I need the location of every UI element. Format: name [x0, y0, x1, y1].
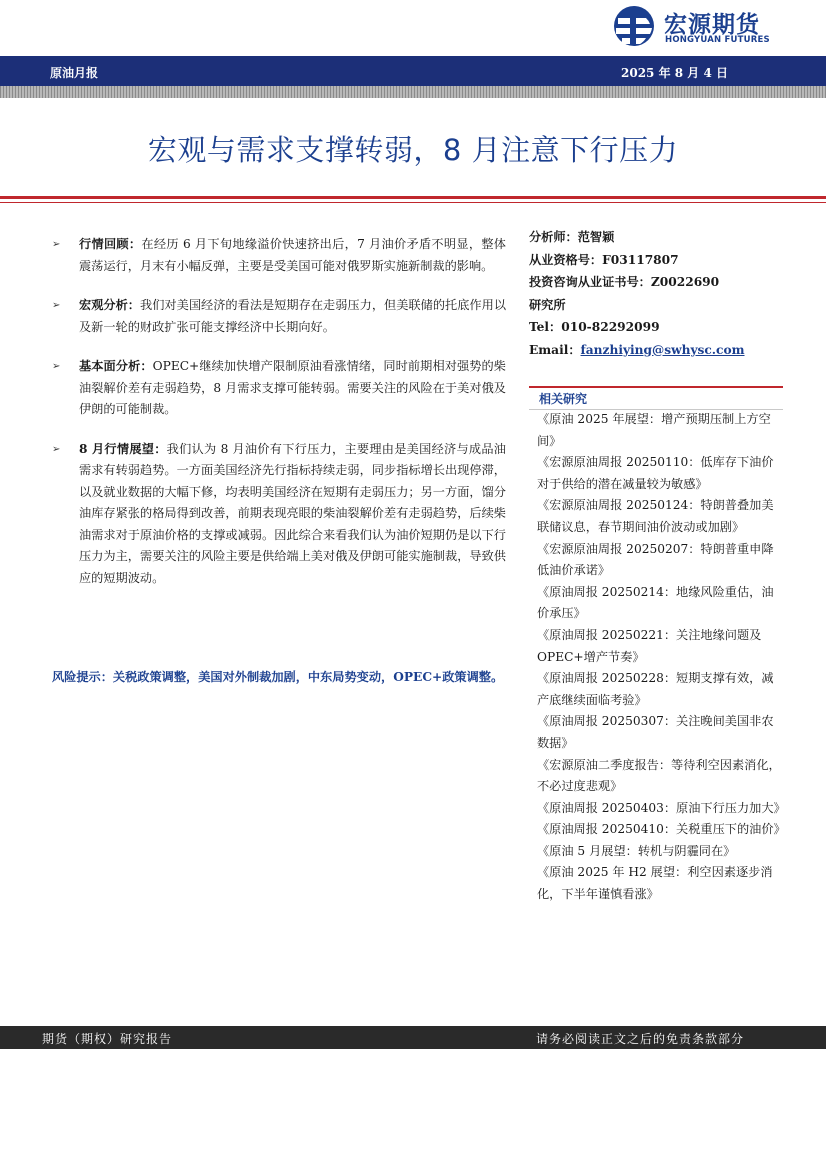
report-date: 2025 年 8 月 4 日 — [621, 66, 728, 80]
related-item[interactable]: 《原油周报 20250307：关注晚间美国非农数据》 — [537, 714, 774, 750]
header-stripe — [0, 86, 826, 98]
header-bar — [0, 56, 826, 86]
email-link[interactable]: fanzhiying@swhysc.com — [580, 342, 745, 357]
related-item[interactable]: 《原油周报 20250403：原油下行压力加大》 — [537, 800, 786, 815]
section-macro-analysis — [52, 295, 506, 338]
arrow-bullet-icon: ➢ — [52, 239, 61, 250]
risk-warning: 风险提示：关税政策调整，美国对外制裁加剧，中东局势变动，OPEC+政策调整。 — [52, 670, 504, 684]
related-item[interactable]: 《宏源原油周报 20250124：特朗普叠加美联储议息，春节期间油价波动或加剧》 — [537, 498, 774, 534]
section-label: 8 月行情展望： — [79, 441, 167, 456]
related-item[interactable]: 《原油 2025 年 H2 展望：利空因素逐步消化，下半年谨慎看涨》 — [537, 865, 773, 902]
section-outlook — [52, 439, 506, 590]
section-fundamental-analysis — [52, 356, 506, 421]
section-label: 基本面分析： — [79, 359, 153, 373]
section-text: 在经历 6 月下旬地缘溢价快速挤出后，7 月油价矛盾不明显，整体震荡运行，月末有小幅反弹，主要是受美国可能对俄罗斯实施新制裁的影响。 — [79, 237, 506, 273]
related-research-list — [529, 409, 786, 906]
arrow-bullet-icon: ➢ — [52, 361, 61, 372]
related-item[interactable]: 《原油周报 20250214：地缘风险重估，油价承压》 — [537, 584, 774, 621]
related-research-heading: 相关研究 — [529, 386, 783, 408]
title-divider — [0, 196, 826, 199]
company-logo — [612, 4, 792, 48]
analyst-email — [529, 339, 789, 362]
related-item[interactable]: 《宏源原油周报 20250110：低库存下油价对于供给的潜在减量较为敏感》 — [537, 455, 774, 491]
report-title: 宏观与需求支撑转弱，8 月注意下行压力 — [147, 133, 679, 167]
analyst-department: 研究所 — [529, 297, 566, 312]
related-item[interactable]: 《宏源原油二季度报告：等待利空因素消化，不必过度悲观》 — [537, 757, 781, 794]
related-item[interactable]: 《原油 2025 年展望：增产预期压制上方空间》 — [537, 412, 771, 448]
logo-english-name: HONGYUAN FUTURES — [665, 35, 770, 45]
footer-disclaimer-note: 请务必阅读正文之后的免责条款部分 — [535, 1032, 744, 1046]
analyst-info — [529, 226, 789, 361]
arrow-bullet-icon: ➢ — [52, 300, 61, 311]
section-text: 我们对美国经济的看法是短期存在走弱压力，但美联储的托底作用以及新一轮的财政扩张可能支撑经济中长期向好。 — [79, 298, 507, 334]
summary-sections — [52, 234, 506, 607]
analyst-qualification: 从业资格号：F03117807 — [529, 252, 679, 267]
analyst-certificate: 投资咨询从业证书号：Z0022690 — [529, 275, 720, 289]
title-divider-thin — [0, 202, 826, 203]
footer-bar — [0, 1026, 826, 1049]
report-type: 原油月报 — [50, 66, 99, 80]
related-item[interactable]: 《原油周报 20250228：短期支撑有效，减产底继续面临考验》 — [537, 671, 774, 707]
related-item[interactable]: 《原油周报 20250410：关税重压下的油价》 — [537, 822, 786, 837]
section-text: OPEC+继续加快增产限制原油看涨情绪，同时前期相对强势的柴油裂解价差有走弱趋势，8 月需求支撑可能转弱。需要关注的风险在于美对俄及伊朗的可能制裁。 — [79, 359, 506, 416]
footer-report-category: 期货（期权）研究报告 — [42, 1032, 173, 1046]
logo-chinese-name: 宏源期货 — [664, 12, 760, 38]
arrow-bullet-icon: ➢ — [52, 443, 61, 455]
hongyuan-logo-icon — [612, 4, 658, 48]
email-label: Email： — [529, 342, 581, 357]
section-market-review — [52, 234, 506, 277]
related-item[interactable]: 《宏源原油周报 20250207：特朗普重申降低油价承诺》 — [537, 541, 774, 578]
section-label: 宏观分析： — [79, 298, 141, 312]
related-item[interactable]: 《原油周报 20250221：关注地缘问题及OPEC+增产节奏》 — [537, 627, 762, 664]
section-label: 行情回顾： — [79, 237, 142, 251]
analyst-tel: Tel：010-82292099 — [529, 320, 660, 334]
section-text: 我们认为 8 月油价有下行压力，主要理由是美国经济与成品油需求有转弱趋势。一方面美国经济先行指标持续走弱，同步指标增长出现停滞，以及就业数据的大幅下修，均表明美国经济在短期有走弱压力；另一方面，馏分油库存紧张的格局得到改善，前期表现亮眼的柴油裂解价差有走弱趋势，后续柴油需求对于原油价格的支撑或减弱。因此综合来看我们认为油价短期仍是以下行压力为主，需要关注的风险主要是供给端上美对俄及伊朗可能实施制裁，导致供应的短期波动。 — [79, 441, 506, 585]
related-item[interactable]: 《原油 5 月展望：转机与阴霾同在》 — [537, 843, 736, 858]
analyst-name: 分析师：范智颖 — [529, 230, 615, 244]
